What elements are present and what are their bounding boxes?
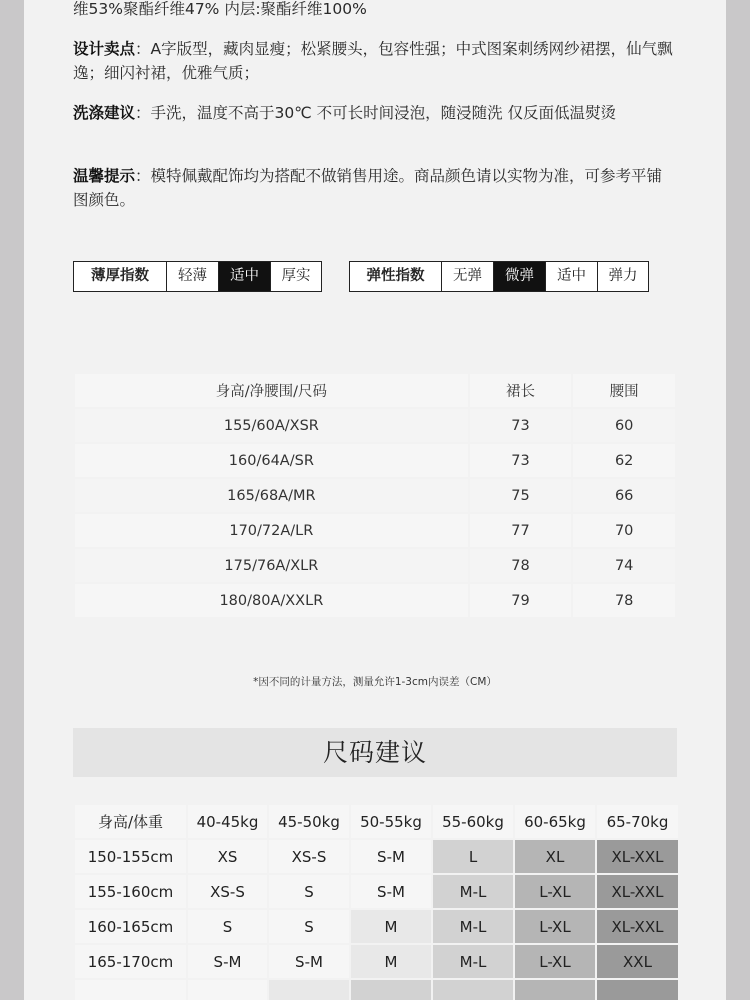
recommend-size-cell: S-M	[350, 874, 432, 909]
recommend-size-cell: L-XL	[514, 944, 596, 979]
recommend-size-cell	[432, 979, 514, 1000]
size-table-cell: 75	[469, 478, 573, 513]
elasticity-option: 无弹	[441, 262, 493, 291]
tip-label: 温馨提示	[73, 167, 136, 185]
warm-tip	[73, 164, 673, 212]
size-recommend-table	[73, 803, 680, 1000]
recommend-header-cell: 40-45kg	[187, 804, 268, 839]
recommend-size-cell: S-M	[268, 944, 350, 979]
recommend-size-cell	[514, 979, 596, 1000]
design-label: 设计卖点	[73, 40, 136, 58]
recommend-size-cell: L-XL	[514, 874, 596, 909]
size-table-row	[74, 583, 676, 618]
recommend-size-cell: S-M	[350, 839, 432, 874]
size-table-cell: 66	[572, 478, 676, 513]
size-recommend-title: 尺码建议	[73, 728, 677, 777]
recommend-size-cell: XS	[187, 839, 268, 874]
size-table-row	[74, 478, 676, 513]
size-table-cell: 180/80A/XXLR	[74, 583, 469, 618]
size-table-cell: 79	[469, 583, 573, 618]
elasticity-index	[349, 261, 649, 292]
size-table-row	[74, 513, 676, 548]
size-table-header	[74, 373, 676, 408]
size-table-cell: 73	[469, 408, 573, 443]
thickness-option: 适中	[218, 262, 270, 291]
recommend-size-cell: M-L	[432, 874, 514, 909]
size-table-cell: 78	[572, 583, 676, 618]
recommend-size-cell: XS-S	[268, 839, 350, 874]
recommend-height-cell: 155-160cm	[74, 874, 187, 909]
recommend-size-cell: M-L	[432, 909, 514, 944]
material-text: 维53%聚酯纤维47% 内层:聚酯纤维100%	[73, 0, 367, 18]
size-table-cell: 62	[572, 443, 676, 478]
recommend-size-cell: M	[350, 944, 432, 979]
size-table-row	[74, 548, 676, 583]
size-table-cell: 155/60A/XSR	[74, 408, 469, 443]
size-table-cell: 74	[572, 548, 676, 583]
recommend-size-cell	[350, 979, 432, 1000]
recommend-row	[74, 909, 679, 944]
size-table	[73, 372, 677, 619]
recommend-size-cell: XL-XXL	[596, 909, 679, 944]
size-table-cell: 160/64A/SR	[74, 443, 469, 478]
thickness-option: 轻薄	[166, 262, 218, 291]
recommend-size-cell: XS-S	[187, 874, 268, 909]
size-table-cell: 78	[469, 548, 573, 583]
size-table-cell: 77	[469, 513, 573, 548]
recommend-header-cell: 55-60kg	[432, 804, 514, 839]
recommend-size-cell: S	[187, 909, 268, 944]
recommend-size-cell: XL-XXL	[596, 874, 679, 909]
recommend-height-cell	[74, 979, 187, 1000]
size-table-header-cell: 裙长	[469, 373, 573, 408]
material-line	[73, 0, 673, 21]
recommend-size-cell	[268, 979, 350, 1000]
design-text: ：A字版型，藏肉显瘦；松紧腰头，包容性强；中式图案刺绣网纱裙摆，仙气飘逸；细闪衬裙，优雅气质；	[73, 40, 673, 82]
wash-advice	[73, 101, 673, 125]
elasticity-label: 弹性指数	[366, 268, 425, 284]
recommend-size-cell: XL-XXL	[596, 839, 679, 874]
recommend-header-cell: 65-70kg	[596, 804, 679, 839]
size-table-cell: 73	[469, 443, 573, 478]
measurement-note: *因不同的计量方法，测量允许1-3cm内误差（CM）	[253, 676, 497, 688]
recommend-size-cell: S-M	[187, 944, 268, 979]
recommend-size-cell: S	[268, 909, 350, 944]
recommend-size-cell: M-L	[432, 944, 514, 979]
recommend-header-cell: 60-65kg	[514, 804, 596, 839]
thickness-label: 薄厚指数	[91, 268, 149, 284]
product-detail-page	[24, 0, 726, 1000]
recommend-size-cell: XL	[514, 839, 596, 874]
recommend-height-cell: 160-165cm	[74, 909, 187, 944]
design-points	[73, 37, 673, 85]
thickness-option: 厚实	[270, 262, 321, 291]
recommend-header-cell: 45-50kg	[268, 804, 350, 839]
size-table-header-cell: 腰围	[572, 373, 676, 408]
recommend-size-cell	[596, 979, 679, 1000]
size-table-cell: 165/68A/MR	[74, 478, 469, 513]
recommend-header-cell: 50-55kg	[350, 804, 432, 839]
size-table-row	[74, 408, 676, 443]
recommend-header-cell: 身高/体重	[74, 804, 187, 839]
wash-text: ：手洗，温度不高于30℃ 不可长时间浸泡，随浸随洗 仅反面低温熨烫	[135, 104, 617, 122]
recommend-size-cell: S	[268, 874, 350, 909]
recommend-header	[74, 804, 679, 839]
size-table-cell: 60	[572, 408, 676, 443]
recommend-size-cell: L-XL	[514, 909, 596, 944]
thickness-index	[73, 261, 322, 292]
recommend-row	[74, 979, 679, 1000]
elasticity-option: 微弹	[493, 262, 545, 291]
elasticity-option: 适中	[545, 262, 597, 291]
size-table-cell: 70	[572, 513, 676, 548]
recommend-size-cell	[187, 979, 268, 1000]
wash-label: 洗涤建议	[73, 104, 136, 122]
recommend-height-cell: 150-155cm	[74, 839, 187, 874]
recommend-row	[74, 944, 679, 979]
recommend-size-cell: XXL	[596, 944, 679, 979]
recommend-size-cell: M	[350, 909, 432, 944]
size-table-cell: 170/72A/LR	[74, 513, 469, 548]
recommend-row	[74, 839, 679, 874]
size-table-cell: 175/76A/XLR	[74, 548, 469, 583]
size-table-row	[74, 443, 676, 478]
size-table-header-cell: 身高/净腰围/尺码	[74, 373, 469, 408]
tip-text: ：模特佩戴配饰均为搭配不做销售用途。商品颜色请以实物为准，可参考平铺图颜色。	[73, 167, 663, 209]
elasticity-option: 弹力	[597, 262, 648, 291]
recommend-row	[74, 874, 679, 909]
recommend-height-cell: 165-170cm	[74, 944, 187, 979]
recommend-size-cell: L	[432, 839, 514, 874]
